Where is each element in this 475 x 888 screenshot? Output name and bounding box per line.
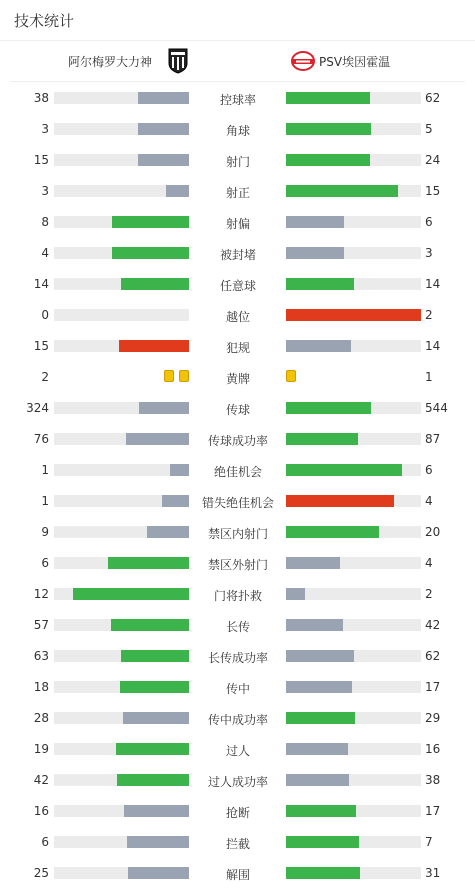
away-stat-value: 7 [425,835,433,849]
home-stat-bar [54,402,189,414]
stat-row [0,516,475,547]
away-stat-bar [286,464,421,476]
stat-label: 传中 [225,682,250,696]
away-stat-value: 2 [425,587,433,601]
away-stat-value: 2 [425,308,433,322]
away-stat-bar [286,123,421,135]
away-stat-bar-fill [286,154,370,166]
away-stat-value: 38 [425,773,441,787]
away-stat-value: 17 [425,680,441,694]
home-stat-value: 6 [41,835,49,849]
home-stat-bar-fill [121,650,189,662]
home-stat-bar [54,743,189,755]
away-stat-bar-fill [286,495,394,507]
away-stat-bar [286,867,421,879]
home-stat-bar-fill [138,123,189,135]
away-stat-value: 1 [425,370,433,384]
home-stat-bar [54,836,189,848]
away-stat-bar [286,557,421,569]
away-stat-bar [286,526,421,538]
home-stat-bar-fill [124,805,189,817]
away-stat-bar-fill [286,650,354,662]
home-stat-bar-fill [112,216,189,228]
stat-label: 被封堵 [219,248,256,262]
stat-row [0,795,475,826]
stat-row [0,113,475,144]
stat-label: 禁区内射门 [207,527,268,541]
stat-label: 门将扑救 [213,589,262,603]
home-stat-bar-fill [147,526,189,538]
stat-row [0,175,475,206]
stat-label: 过人成功率 [207,775,268,789]
home-stat-value: 1 [41,463,49,477]
home-stat-value: 0 [41,308,49,322]
stat-label: 长传成功率 [207,651,268,665]
away-stat-bar [286,681,421,693]
stat-label: 解围 [225,868,250,882]
home-stat-bar [54,464,189,476]
stat-label: 射偏 [225,217,250,231]
home-stat-bar-fill [111,619,189,631]
home-stat-bar [54,712,189,724]
away-stat-value: 15 [425,184,441,198]
home-stat-bar [54,495,189,507]
away-stat-bar [286,743,421,755]
stat-row [0,268,475,299]
away-stat-bar [286,495,421,507]
home-stat-value: 25 [33,866,49,880]
stat-row [0,609,475,640]
stat-row [0,578,475,609]
stat-row [0,423,475,454]
away-stat-bar-fill [286,278,354,290]
away-stat-bar [286,805,421,817]
home-stat-value: 63 [33,649,49,663]
stat-label: 黄牌 [225,372,250,386]
home-stat-bar-fill [120,681,189,693]
home-stat-value: 57 [33,618,49,632]
away-stat-bar [286,216,421,228]
psv-crest-icon[interactable] [291,51,315,71]
home-stat-bar [54,650,189,662]
stat-row [0,144,475,175]
home-stat-value: 18 [33,680,49,694]
stat-label: 射正 [225,186,250,200]
home-stat-value: 16 [33,804,49,818]
home-stat-bar [54,867,189,879]
yellow-card-icon [286,370,296,382]
away-stat-value: 6 [425,215,433,229]
home-stat-bar [54,774,189,786]
away-stat-value: 17 [425,804,441,818]
away-stat-bar-fill [286,433,358,445]
away-team-name[interactable]: PSV埃因霍温 [319,55,391,69]
away-stat-bar [286,185,421,197]
stat-label: 射门 [225,155,250,169]
away-stat-bar-fill [286,309,421,321]
stat-label: 绝佳机会 [213,465,262,479]
home-stat-value: 4 [41,246,49,260]
away-stat-value: 16 [425,742,441,756]
home-stat-value: 324 [26,401,49,415]
home-stat-bar-fill [127,836,189,848]
stat-label: 抢断 [225,806,250,820]
page-title: 技术统计 [14,11,75,30]
home-stat-bar-fill [138,154,189,166]
stat-label: 禁区外射门 [207,558,268,572]
away-stat-value: 14 [425,277,441,291]
stat-row [0,361,475,392]
home-stat-bar [54,433,189,445]
away-stat-bar-fill [286,92,370,104]
away-stat-bar-fill [286,526,379,538]
home-stat-bar-fill [116,743,189,755]
home-stat-value: 38 [33,91,49,105]
away-stat-bar-fill [286,836,359,848]
stat-label: 拦截 [225,837,250,851]
stat-row [0,640,475,671]
away-stat-bar-fill [286,805,356,817]
away-stat-bar-fill [286,402,371,414]
away-stat-bar-fill [286,681,352,693]
home-stat-bar [54,340,189,352]
home-stat-bar [54,619,189,631]
away-stat-bar [286,92,421,104]
home-stat-bar [54,216,189,228]
home-stat-value: 3 [41,122,49,136]
away-stat-bar [286,836,421,848]
away-stat-value: 4 [425,494,433,508]
away-stat-bar-fill [286,619,343,631]
stat-row [0,857,475,888]
away-stat-bar-fill [286,774,349,786]
away-stat-bar-fill [286,588,305,600]
stat-row [0,547,475,578]
stat-label: 过人 [225,744,250,758]
away-stat-value: 3 [425,246,433,260]
away-stat-value: 42 [425,618,441,632]
stat-row [0,392,475,423]
home-stat-bar-fill [121,278,189,290]
stat-row [0,702,475,733]
home-stat-value: 6 [41,556,49,570]
stat-label: 控球率 [219,93,256,107]
home-stat-bar [54,805,189,817]
home-stat-value: 1 [41,494,49,508]
away-stat-bar-fill [286,216,344,228]
stat-label: 越位 [225,310,250,324]
away-stat-value: 5 [425,122,433,136]
team-header-row [10,41,465,82]
away-stat-value: 87 [425,432,441,446]
home-stat-value: 14 [33,277,49,291]
home-stat-value: 42 [33,773,49,787]
home-stat-bar [54,247,189,259]
home-stat-bar-fill [139,402,189,414]
heracles-crest-icon[interactable] [168,48,188,74]
away-stat-bar-fill [286,743,348,755]
home-stat-bar-fill [138,92,189,104]
away-stat-bar-fill [286,340,351,352]
stat-row [0,671,475,702]
away-stat-bar [286,247,421,259]
away-stat-bar [286,712,421,724]
away-stat-value: 14 [425,339,441,353]
home-stat-bar [54,526,189,538]
away-stat-bar-fill [286,185,398,197]
home-stat-bar [54,588,189,600]
away-stat-bar [286,340,421,352]
away-stat-value: 544 [425,401,448,415]
home-stat-value: 19 [33,742,49,756]
away-stat-bar [286,433,421,445]
away-stat-value: 62 [425,91,441,105]
away-stat-bar [286,309,421,321]
home-stat-value: 15 [33,153,49,167]
stat-row [0,733,475,764]
home-stat-value: 2 [41,370,49,384]
home-stat-bar-fill [170,464,189,476]
home-stat-bar-fill [123,712,189,724]
stat-label: 犯规 [225,341,250,355]
home-stat-bar-fill [166,185,189,197]
away-stat-value: 62 [425,649,441,663]
home-stat-bar-fill [162,495,189,507]
home-stat-bar-fill [108,557,189,569]
away-stat-bar-fill [286,247,344,259]
stat-row [0,764,475,795]
away-stat-bar [286,619,421,631]
home-team-name[interactable]: 阿尔梅罗大力神 [67,55,152,69]
stat-label: 错失绝佳机会 [201,496,274,510]
away-stat-bar-fill [286,557,340,569]
stat-row [0,82,475,113]
home-stat-value: 12 [33,587,49,601]
home-stat-bar-fill [117,774,189,786]
away-stat-value: 20 [425,525,441,539]
away-stat-bar-fill [286,464,402,476]
away-stat-value: 24 [425,153,441,167]
home-stat-bar-fill [112,247,189,259]
away-stat-value: 29 [425,711,441,725]
away-stat-bar [286,402,421,414]
stat-label: 任意球 [219,279,256,293]
stat-label: 长传 [225,620,250,634]
home-stat-bar [54,557,189,569]
home-stat-bar-fill [126,433,189,445]
stat-row [0,330,475,361]
home-stat-value: 9 [41,525,49,539]
home-stat-bar [54,309,189,321]
home-stat-value: 8 [41,215,49,229]
home-stat-bar [54,681,189,693]
stat-row [0,485,475,516]
home-stat-bar [54,123,189,135]
home-stat-bar [54,185,189,197]
stat-label: 传球 [225,403,250,417]
away-stat-value: 6 [425,463,433,477]
away-stat-value: 4 [425,556,433,570]
away-stat-bar-fill [286,712,355,724]
home-stat-bar-fill [73,588,189,600]
away-stat-bar [286,154,421,166]
stat-label: 传中成功率 [207,713,268,727]
home-stat-bar-fill [128,867,189,879]
home-stat-value: 15 [33,339,49,353]
home-stat-value: 3 [41,184,49,198]
home-stat-value: 76 [33,432,49,446]
home-stat-bar [54,154,189,166]
away-stat-value: 31 [425,866,441,880]
stat-row [0,237,475,268]
away-stat-bar [286,588,421,600]
stat-label: 传球成功率 [207,434,268,448]
stat-row [0,826,475,857]
stat-row [0,454,475,485]
away-stat-bar [286,774,421,786]
away-stat-bar [286,278,421,290]
home-stat-bar [54,92,189,104]
away-stat-bar-fill [286,123,371,135]
stat-label: 角球 [225,124,250,138]
header [0,0,475,41]
yellow-card-icon [179,370,189,382]
yellow-card-icon [164,370,174,382]
away-stat-bar-fill [286,867,360,879]
away-stat-bar [286,650,421,662]
stat-row [0,206,475,237]
home-stat-value: 28 [33,711,49,725]
home-stat-bar-fill [119,340,189,352]
home-stat-bar [54,278,189,290]
stat-row [0,299,475,330]
